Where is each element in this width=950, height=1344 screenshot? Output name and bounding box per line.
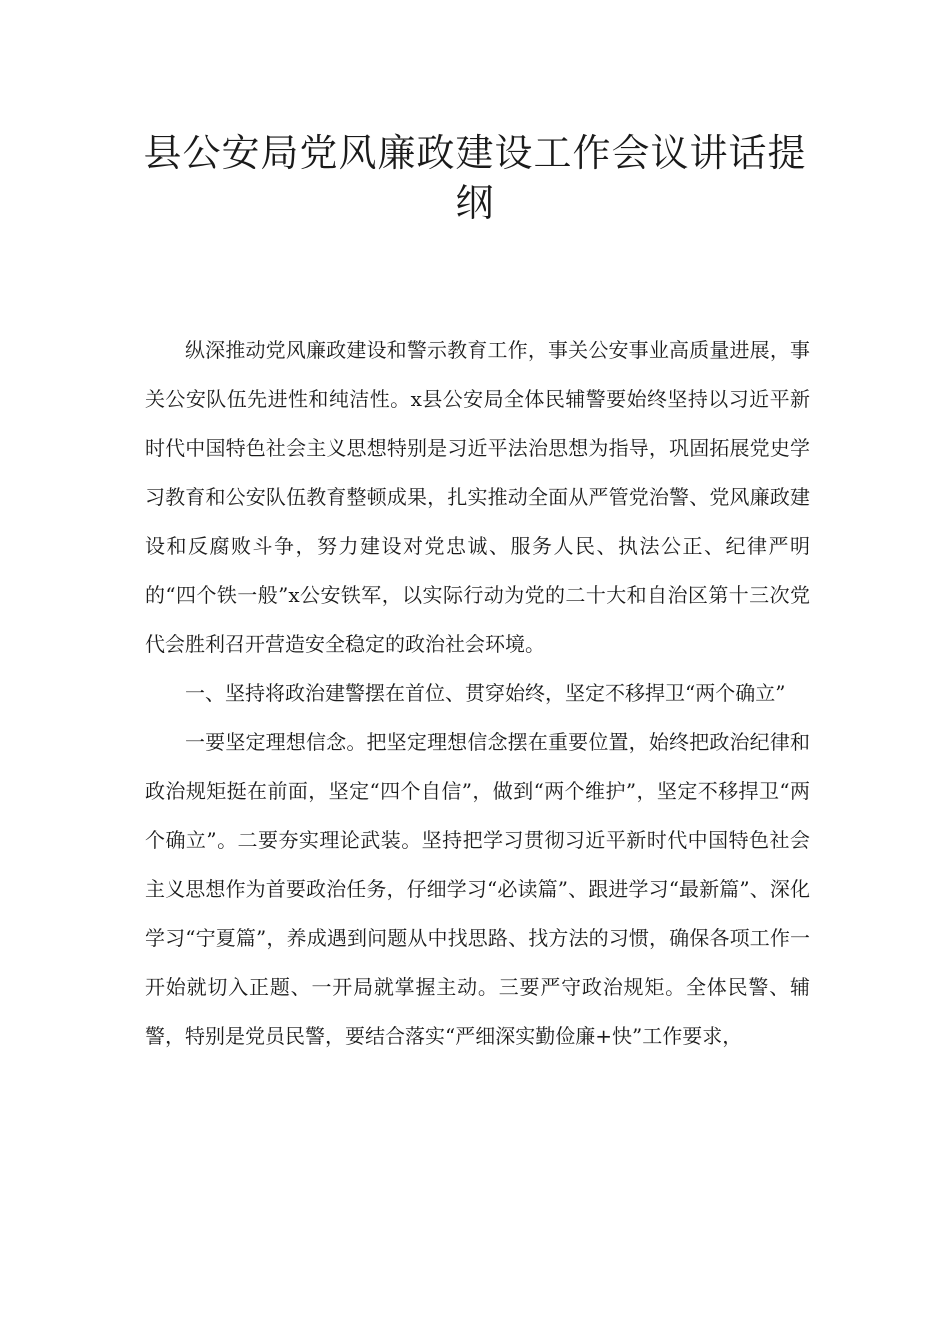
body-paragraph-section-one: 一要坚定理想信念。把坚定理想信念摆在重要位置，始终把政治纪律和政治规矩挺在前面，坚定“四个自信”，做到“两个维护”，坚定不移捍卫“两个确立”。二要夯实理论武装。坚持把学习贯彻习近平新时代中国特色社会主义思想作为首要政治任务，仔细学习“必读篇”、跟进学习“最新篇”、深化学习“宁夏篇”，养成遇到问题从中找思路、找方法的习惯，确保各项工作一开始就切入正题、一开局就掌握主动。三要严守政治规矩。全体民警、辅警，特别是党员民警，要结合落实“严细深实勤俭廉+快”工作要求， [145, 730, 810, 1048]
body-paragraph-intro: 纵深推动党风廉政建设和警示教育工作，事关公安事业高质量进展，事关公安队伍先进性和纯洁性。x县公安局全体民辅警要始终坚持以习近平新时代中国特色社会主义思想特别是习近平法治思想为指导，巩固拓展党史学习教育和公安队伍教育整顿成果，扎实推动全面从严管党治警、党风廉政建设和反腐败斗争，努力建设对党忠诚、服务人民、执法公正、纪律严明的“四个铁一般”x公安铁军，以实际行动为党的二十大和自治区第十三次党代会胜利召开营造安全稳定的政治社会环境。 [145, 338, 810, 656]
section-heading-one: 一、坚持将政治建警摆在首位、贯穿始终，坚定不移捍卫“两个确立” [185, 681, 786, 705]
document-body [145, 326, 810, 1061]
document-title: 县公安局党风廉政建设工作会议讲话提纲 [143, 131, 807, 225]
